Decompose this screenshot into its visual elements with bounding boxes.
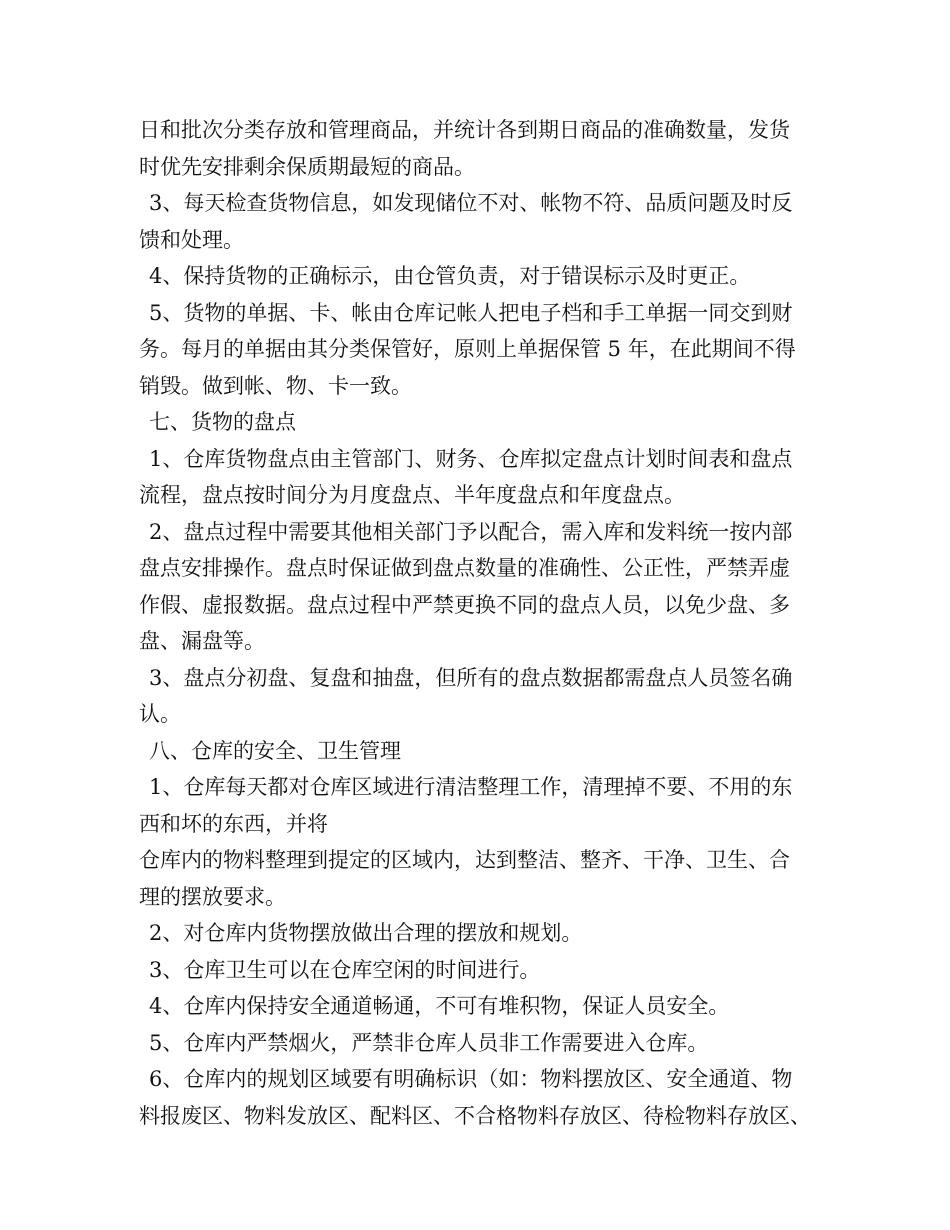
document-body [139, 112, 829, 1134]
list-item-4: 4、保持货物的正确标示，由仓管负责，对于错误标示及时更正。 [149, 264, 751, 288]
text-line: 务。每月的单据由其分类保管好，原则上单据保管 5 年，在此期间不得 [139, 337, 796, 361]
list-item-5: 5、仓库内严禁烟火，严禁非仓库人员非工作需要进入仓库。 [149, 1030, 709, 1055]
text-line: 认。 [139, 702, 181, 726]
text-line: 盘点安排操作。盘点时保证做到盘点数量的准确性、公正性，严禁弄虚 [139, 556, 790, 580]
text-line: 料报废区、物料发放区、配料区、不合格物料存放区、待检物料存放区、 [139, 1103, 811, 1128]
list-item-6: 6、仓库内的规划区域要有明确标识（如：物料摆放区、安全通道、物 [149, 1067, 793, 1091]
list-item-1: 1、仓库货物盘点由主管部门、财务、仓库拟定盘点计划时间表和盘点 [149, 446, 793, 471]
list-item-1: 1、仓库每天都对仓库区域进行清洁整理工作，清理掉不要、不用的东 [149, 775, 793, 799]
list-item-3: 3、盘点分初盘、复盘和抽盘，但所有的盘点数据都需盘点人员签名确 [149, 665, 793, 690]
list-item-2: 2、盘点过程中需要其他相关部门予以配合，需入库和发料统一按内部 [149, 519, 793, 544]
text-line: 馈和处理。 [139, 227, 244, 252]
text-line: 流程，盘点按时间分为月度盘点、半年度盘点和年度盘点。 [139, 483, 685, 507]
section-heading-inventory: 七、货物的盘点 [149, 410, 296, 434]
text-line: 时优先安排剩余保质期最短的商品。 [139, 154, 475, 179]
list-item-5: 5、货物的单据、卡、帐由仓库记帐人把电子档和手工单据一同交到财 [149, 300, 793, 325]
section-heading-safety: 八、仓库的安全、卫生管理 [149, 738, 401, 763]
text-line: 作假、虚报数据。盘点过程中严禁更换不同的盘点人员，以免少盘、多 [139, 592, 790, 617]
list-item-4: 4、仓库内保持安全通道畅通，不可有堆积物，保证人员安全。 [149, 994, 730, 1018]
text-line: 盘、漏盘等。 [139, 629, 265, 653]
list-item-3: 3、每天检查货物信息，如发现储位不对、帐物不符、品质问题及时反 [149, 191, 793, 215]
list-item-2: 2、对仓库内货物摆放做出合理的摆放和规划。 [149, 921, 583, 945]
text-line: 仓库内的物料整理到提定的区域内，达到整洁、整齐、干净、卫生、合 [139, 848, 790, 872]
list-item-3: 3、仓库卫生可以在仓库空闲的时间进行。 [149, 957, 541, 982]
text-line: 销毁。做到帐、物、卡一致。 [139, 373, 412, 398]
text-line: 理的摆放要求。 [139, 884, 286, 909]
text-line: 日和批次分类存放和管理商品，并统计各到期日商品的准确数量，发货 [139, 118, 790, 142]
text-line: 西和坏的东西，并将 [139, 811, 328, 836]
